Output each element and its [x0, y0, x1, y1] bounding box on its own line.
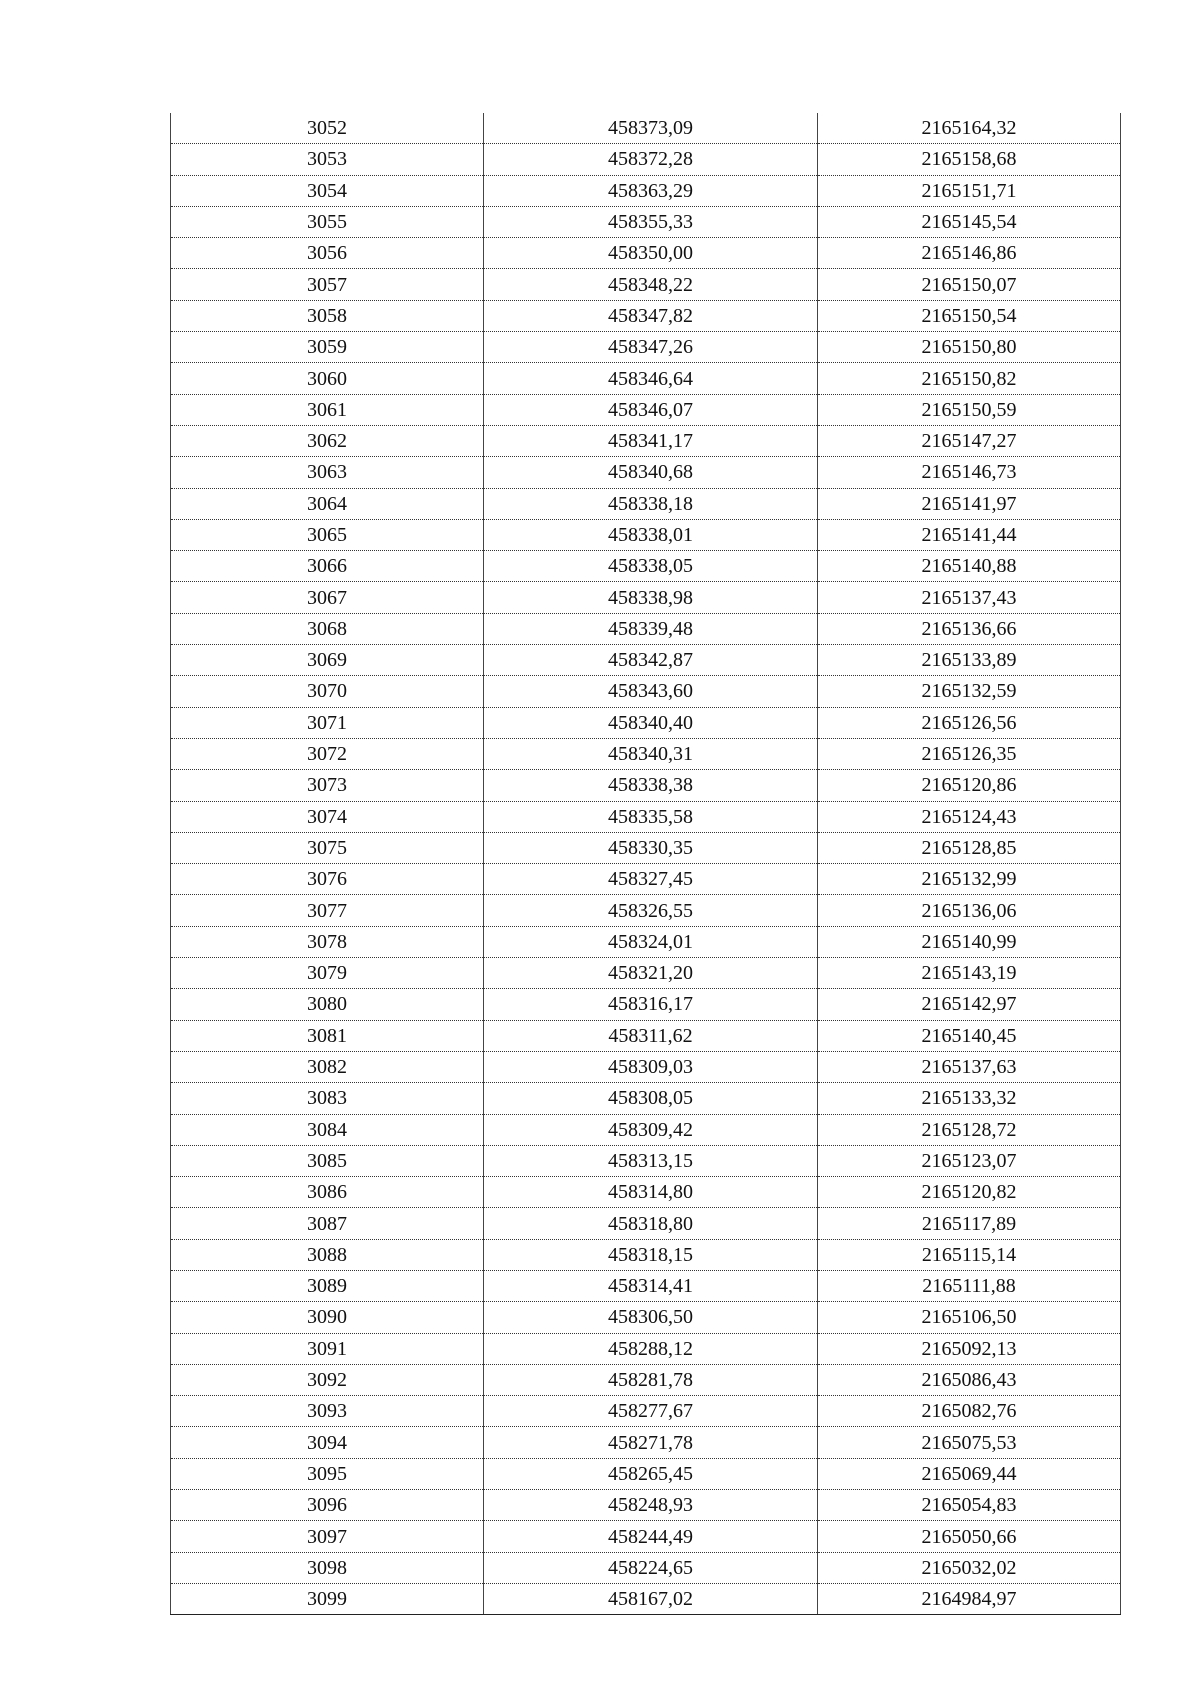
point-number-cell: 3072: [171, 738, 484, 769]
x-coordinate-cell: 458318,15: [484, 1239, 818, 1270]
x-coordinate-cell: 458271,78: [484, 1427, 818, 1458]
point-number-cell: 3055: [171, 206, 484, 237]
y-coordinate-cell: 2165164,32: [818, 113, 1121, 144]
y-coordinate-cell: 2165151,71: [818, 175, 1121, 206]
x-coordinate-cell: 458244,49: [484, 1521, 818, 1552]
table-row: [171, 1552, 1121, 1583]
point-number-cell: 3075: [171, 832, 484, 863]
y-coordinate-cell: 2165111,88: [818, 1270, 1121, 1301]
y-coordinate-cell: 2165140,88: [818, 551, 1121, 582]
table-row: [171, 457, 1121, 488]
y-coordinate-cell: 2165150,80: [818, 332, 1121, 363]
point-number-cell: 3086: [171, 1177, 484, 1208]
y-coordinate-cell: 2165143,19: [818, 958, 1121, 989]
point-number-cell: 3064: [171, 488, 484, 519]
table-row: [171, 895, 1121, 926]
x-coordinate-cell: 458330,35: [484, 832, 818, 863]
x-coordinate-cell: 458346,64: [484, 363, 818, 394]
point-number-cell: 3058: [171, 300, 484, 331]
table-row: [171, 864, 1121, 895]
point-number-cell: 3080: [171, 989, 484, 1020]
y-coordinate-cell: 2165128,85: [818, 832, 1121, 863]
y-coordinate-cell: 2165150,59: [818, 394, 1121, 425]
x-coordinate-cell: 458363,29: [484, 175, 818, 206]
point-number-cell: 3073: [171, 770, 484, 801]
y-coordinate-cell: 2165147,27: [818, 425, 1121, 456]
y-coordinate-cell: 2165124,43: [818, 801, 1121, 832]
y-coordinate-cell: 2165142,97: [818, 989, 1121, 1020]
point-number-cell: 3085: [171, 1145, 484, 1176]
x-coordinate-cell: 458265,45: [484, 1458, 818, 1489]
point-number-cell: 3057: [171, 269, 484, 300]
table-row: [171, 551, 1121, 582]
point-number-cell: 3063: [171, 457, 484, 488]
x-coordinate-cell: 458309,42: [484, 1114, 818, 1145]
point-number-cell: 3076: [171, 864, 484, 895]
table-row: [171, 1427, 1121, 1458]
point-number-cell: 3089: [171, 1270, 484, 1301]
y-coordinate-cell: 2165092,13: [818, 1333, 1121, 1364]
table-row: [171, 394, 1121, 425]
x-coordinate-cell: 458339,48: [484, 613, 818, 644]
coordinates-table: [170, 113, 1121, 1615]
y-coordinate-cell: 2165132,59: [818, 676, 1121, 707]
point-number-cell: 3093: [171, 1396, 484, 1427]
point-number-cell: 3083: [171, 1083, 484, 1114]
y-coordinate-cell: 2165050,66: [818, 1521, 1121, 1552]
x-coordinate-cell: 458335,58: [484, 801, 818, 832]
point-number-cell: 3066: [171, 551, 484, 582]
point-number-cell: 3098: [171, 1552, 484, 1583]
table-row: [171, 144, 1121, 175]
table-row: [171, 300, 1121, 331]
point-number-cell: 3069: [171, 645, 484, 676]
y-coordinate-cell: 2165140,99: [818, 926, 1121, 957]
point-number-cell: 3094: [171, 1427, 484, 1458]
x-coordinate-cell: 458324,01: [484, 926, 818, 957]
x-coordinate-cell: 458288,12: [484, 1333, 818, 1364]
table-row: [171, 1114, 1121, 1145]
y-coordinate-cell: 2165123,07: [818, 1145, 1121, 1176]
table-row: [171, 425, 1121, 456]
point-number-cell: 3060: [171, 363, 484, 394]
table-row: [171, 488, 1121, 519]
y-coordinate-cell: 2165132,99: [818, 864, 1121, 895]
x-coordinate-cell: 458347,26: [484, 332, 818, 363]
table-row: [171, 1083, 1121, 1114]
x-coordinate-cell: 458372,28: [484, 144, 818, 175]
point-number-cell: 3084: [171, 1114, 484, 1145]
x-coordinate-cell: 458308,05: [484, 1083, 818, 1114]
table-row: [171, 707, 1121, 738]
table-row: [171, 926, 1121, 957]
y-coordinate-cell: 2165133,32: [818, 1083, 1121, 1114]
x-coordinate-cell: 458350,00: [484, 238, 818, 269]
table-row: [171, 832, 1121, 863]
y-coordinate-cell: 2165137,63: [818, 1051, 1121, 1082]
x-coordinate-cell: 458321,20: [484, 958, 818, 989]
y-coordinate-cell: 2165106,50: [818, 1302, 1121, 1333]
y-coordinate-cell: 2165150,82: [818, 363, 1121, 394]
table-row: [171, 113, 1121, 144]
y-coordinate-cell: 2165082,76: [818, 1396, 1121, 1427]
coordinates-table-body: [171, 113, 1121, 1615]
point-number-cell: 3078: [171, 926, 484, 957]
y-coordinate-cell: 2164984,97: [818, 1583, 1121, 1614]
table-row: [171, 582, 1121, 613]
x-coordinate-cell: 458277,67: [484, 1396, 818, 1427]
y-coordinate-cell: 2165086,43: [818, 1364, 1121, 1395]
x-coordinate-cell: 458346,07: [484, 394, 818, 425]
x-coordinate-cell: 458316,17: [484, 989, 818, 1020]
point-number-cell: 3096: [171, 1490, 484, 1521]
x-coordinate-cell: 458167,02: [484, 1583, 818, 1614]
table-row: [171, 1051, 1121, 1082]
x-coordinate-cell: 458355,33: [484, 206, 818, 237]
y-coordinate-cell: 2165145,54: [818, 206, 1121, 237]
y-coordinate-cell: 2165069,44: [818, 1458, 1121, 1489]
y-coordinate-cell: 2165141,44: [818, 519, 1121, 550]
y-coordinate-cell: 2165136,66: [818, 613, 1121, 644]
table-row: [171, 1208, 1121, 1239]
point-number-cell: 3071: [171, 707, 484, 738]
point-number-cell: 3091: [171, 1333, 484, 1364]
table-row: [171, 613, 1121, 644]
y-coordinate-cell: 2165146,86: [818, 238, 1121, 269]
point-number-cell: 3088: [171, 1239, 484, 1270]
table-row: [171, 175, 1121, 206]
y-coordinate-cell: 2165075,53: [818, 1427, 1121, 1458]
y-coordinate-cell: 2165140,45: [818, 1020, 1121, 1051]
x-coordinate-cell: 458340,40: [484, 707, 818, 738]
point-number-cell: 3061: [171, 394, 484, 425]
x-coordinate-cell: 458343,60: [484, 676, 818, 707]
y-coordinate-cell: 2165136,06: [818, 895, 1121, 926]
point-number-cell: 3082: [171, 1051, 484, 1082]
table-row: [171, 1333, 1121, 1364]
x-coordinate-cell: 458338,38: [484, 770, 818, 801]
table-row: [171, 738, 1121, 769]
point-number-cell: 3059: [171, 332, 484, 363]
point-number-cell: 3095: [171, 1458, 484, 1489]
table-row: [171, 332, 1121, 363]
y-coordinate-cell: 2165158,68: [818, 144, 1121, 175]
point-number-cell: 3053: [171, 144, 484, 175]
y-coordinate-cell: 2165117,89: [818, 1208, 1121, 1239]
table-row: [171, 801, 1121, 832]
table-row: [171, 1364, 1121, 1395]
x-coordinate-cell: 458340,31: [484, 738, 818, 769]
x-coordinate-cell: 458306,50: [484, 1302, 818, 1333]
table-row: [171, 1145, 1121, 1176]
point-number-cell: 3062: [171, 425, 484, 456]
table-row: [171, 1020, 1121, 1051]
table-row: [171, 269, 1121, 300]
x-coordinate-cell: 458338,01: [484, 519, 818, 550]
table-row: [171, 1490, 1121, 1521]
x-coordinate-cell: 458338,18: [484, 488, 818, 519]
y-coordinate-cell: 2165141,97: [818, 488, 1121, 519]
point-number-cell: 3067: [171, 582, 484, 613]
table-row: [171, 958, 1121, 989]
table-row: [171, 1583, 1121, 1614]
y-coordinate-cell: 2165133,89: [818, 645, 1121, 676]
x-coordinate-cell: 458341,17: [484, 425, 818, 456]
table-row: [171, 989, 1121, 1020]
x-coordinate-cell: 458340,68: [484, 457, 818, 488]
x-coordinate-cell: 458311,62: [484, 1020, 818, 1051]
point-number-cell: 3090: [171, 1302, 484, 1333]
table-row: [171, 238, 1121, 269]
table-row: [171, 519, 1121, 550]
x-coordinate-cell: 458338,05: [484, 551, 818, 582]
x-coordinate-cell: 458248,93: [484, 1490, 818, 1521]
x-coordinate-cell: 458313,15: [484, 1145, 818, 1176]
point-number-cell: 3056: [171, 238, 484, 269]
x-coordinate-cell: 458224,65: [484, 1552, 818, 1583]
x-coordinate-cell: 458348,22: [484, 269, 818, 300]
y-coordinate-cell: 2165032,02: [818, 1552, 1121, 1583]
y-coordinate-cell: 2165126,56: [818, 707, 1121, 738]
x-coordinate-cell: 458314,41: [484, 1270, 818, 1301]
x-coordinate-cell: 458338,98: [484, 582, 818, 613]
table-row: [171, 1458, 1121, 1489]
table-row: [171, 1177, 1121, 1208]
table-row: [171, 770, 1121, 801]
x-coordinate-cell: 458347,82: [484, 300, 818, 331]
x-coordinate-cell: 458326,55: [484, 895, 818, 926]
point-number-cell: 3081: [171, 1020, 484, 1051]
y-coordinate-cell: 2165054,83: [818, 1490, 1121, 1521]
point-number-cell: 3077: [171, 895, 484, 926]
table-row: [171, 676, 1121, 707]
x-coordinate-cell: 458318,80: [484, 1208, 818, 1239]
point-number-cell: 3092: [171, 1364, 484, 1395]
y-coordinate-cell: 2165150,07: [818, 269, 1121, 300]
point-number-cell: 3052: [171, 113, 484, 144]
x-coordinate-cell: 458373,09: [484, 113, 818, 144]
point-number-cell: 3074: [171, 801, 484, 832]
table-row: [171, 363, 1121, 394]
point-number-cell: 3079: [171, 958, 484, 989]
table-row: [171, 1270, 1121, 1301]
y-coordinate-cell: 2165126,35: [818, 738, 1121, 769]
point-number-cell: 3070: [171, 676, 484, 707]
x-coordinate-cell: 458342,87: [484, 645, 818, 676]
table-row: [171, 1396, 1121, 1427]
table-row: [171, 1302, 1121, 1333]
point-number-cell: 3065: [171, 519, 484, 550]
point-number-cell: 3097: [171, 1521, 484, 1552]
y-coordinate-cell: 2165115,14: [818, 1239, 1121, 1270]
table-row: [171, 1239, 1121, 1270]
y-coordinate-cell: 2165128,72: [818, 1114, 1121, 1145]
y-coordinate-cell: 2165120,86: [818, 770, 1121, 801]
point-number-cell: 3068: [171, 613, 484, 644]
table-row: [171, 1521, 1121, 1552]
y-coordinate-cell: 2165120,82: [818, 1177, 1121, 1208]
x-coordinate-cell: 458314,80: [484, 1177, 818, 1208]
x-coordinate-cell: 458281,78: [484, 1364, 818, 1395]
table-row: [171, 645, 1121, 676]
point-number-cell: 3054: [171, 175, 484, 206]
y-coordinate-cell: 2165146,73: [818, 457, 1121, 488]
y-coordinate-cell: 2165137,43: [818, 582, 1121, 613]
x-coordinate-cell: 458309,03: [484, 1051, 818, 1082]
table-row: [171, 206, 1121, 237]
point-number-cell: 3099: [171, 1583, 484, 1614]
point-number-cell: 3087: [171, 1208, 484, 1239]
x-coordinate-cell: 458327,45: [484, 864, 818, 895]
y-coordinate-cell: 2165150,54: [818, 300, 1121, 331]
